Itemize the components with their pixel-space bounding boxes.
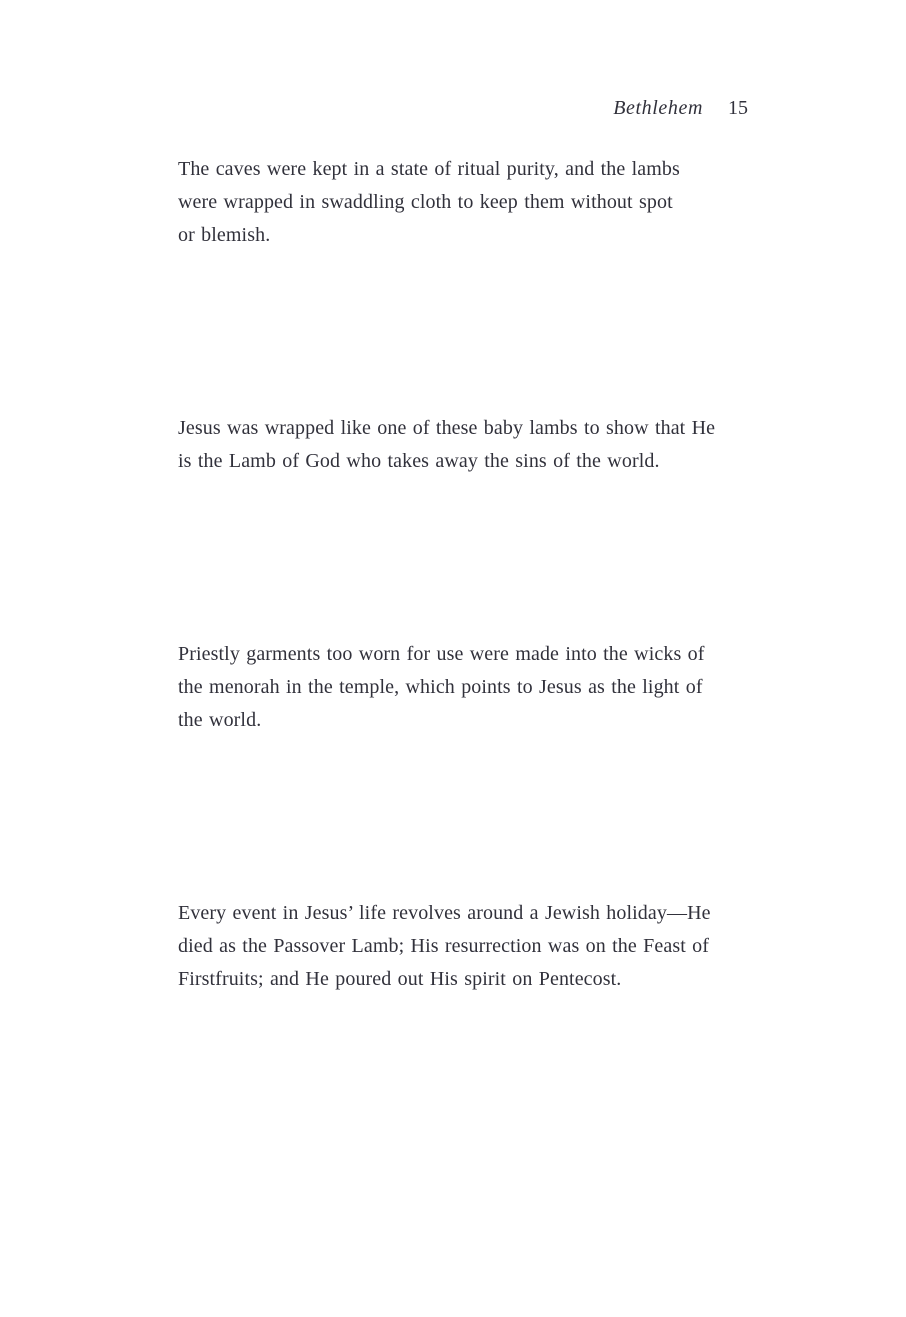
text-line: The caves were kept in a state of ritual purity, and the lambs: [178, 158, 680, 180]
running-title: Bethlehem: [613, 97, 703, 119]
text-line: the menorah in the temple, which points to Jesus as the light of: [178, 676, 703, 698]
paragraph-priestly-garments: [178, 638, 818, 737]
page-number: 15: [728, 97, 748, 119]
text-line: Jesus was wrapped like one of these baby lambs to show that He: [178, 417, 716, 439]
text-line: were wrapped in swaddling cloth to keep them without spot: [178, 191, 673, 213]
text-line: Firstfruits; and He poured out His spirit on Pentecost.: [178, 968, 622, 990]
paragraph-caves: [178, 153, 818, 252]
text-line: the world.: [178, 709, 262, 731]
paragraph-lamb-of-god: [178, 412, 818, 478]
text-line: Priestly garments too worn for use were made into the wicks of: [178, 643, 705, 665]
text-line: is the Lamb of God who takes away the sins of the world.: [178, 450, 660, 472]
page-body: [178, 153, 818, 996]
text-line: Every event in Jesus’ life revolves around a Jewish holiday—He: [178, 902, 711, 924]
text-line: or blemish.: [178, 224, 271, 246]
paragraph-jewish-holidays: [178, 897, 818, 996]
text-line: died as the Passover Lamb; His resurrection was on the Feast of: [178, 935, 710, 957]
running-header: [178, 96, 748, 120]
